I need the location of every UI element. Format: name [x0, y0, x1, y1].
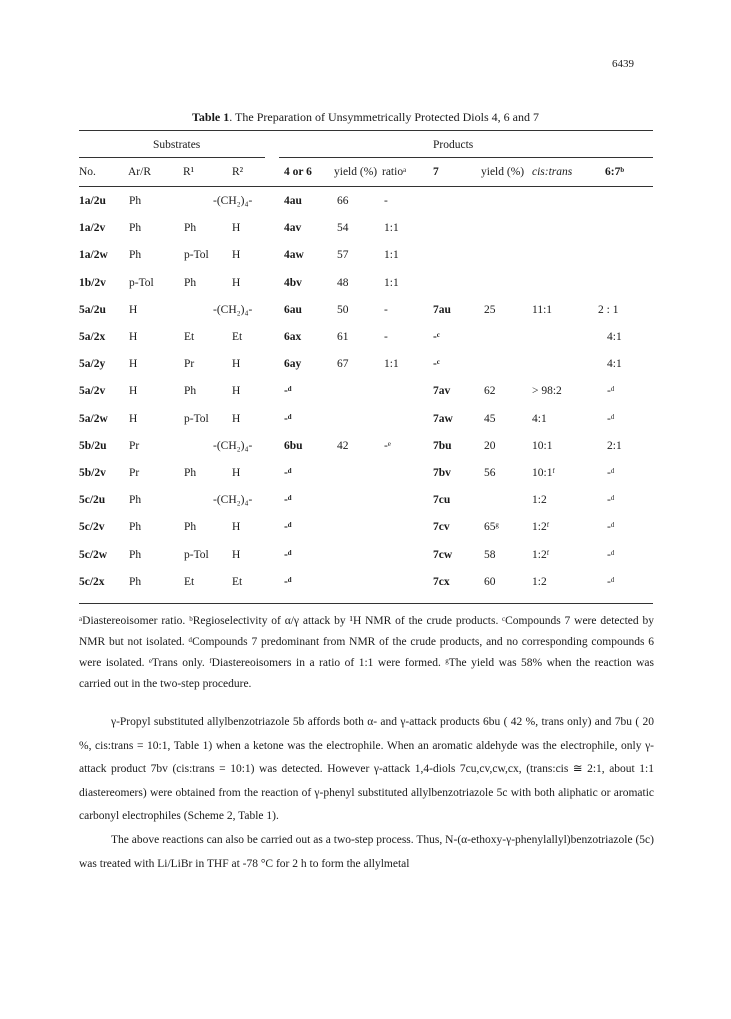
- table-cell: -ᵈ: [607, 521, 615, 533]
- body-paragraph-1: γ-Propyl substituted allylbenzotriazole 5b affords both α- and γ-attack products 6bu ( 42 %, trans only) and 7bu ( 20 %, cis:trans = 10:1, Table 1) when a ketone was the electrophile. When an aromatic aldehyde was the electrophile, only γ-attack product 7bv (cis:trans = 10:1) was detected. However γ-attack 1,4-diols 7cu,cv,cw,cx, (trans:cis ≅ 2:1, about 1:1 diastereomers) were obtained from the reaction of γ-phenyl substituted allylbenzotriazole 5c with both aliphatic or aromatic carbonyl electrophiles (Scheme 2, Table 1).: [79, 716, 654, 822]
- table-cell: H: [232, 222, 241, 234]
- table-row: [0, 467, 731, 487]
- table-cell: -ᵈ: [607, 385, 615, 397]
- table-cell: 67: [337, 358, 349, 370]
- table-row: [0, 249, 731, 269]
- table-cell: H: [129, 331, 138, 343]
- table-top-rule: [79, 130, 653, 131]
- table-cell: H: [232, 249, 241, 261]
- table-cell: p-Tol: [184, 413, 209, 425]
- col-header-4-or-6: 4 or 6: [284, 166, 312, 178]
- table-cell: Et: [184, 331, 195, 343]
- table-cell: 4:1: [607, 358, 622, 370]
- table-cell: -(CH₂)₄-: [213, 304, 253, 316]
- col-header-6-7: 6:7ᵇ: [605, 166, 625, 178]
- table-cell: 7av: [433, 385, 451, 397]
- table-cell: 7cu: [433, 494, 451, 506]
- substrates-rule: [79, 157, 265, 158]
- table-cell: -ᶜ: [433, 358, 440, 370]
- table-cell: -(CH₂)₄-: [213, 195, 253, 207]
- table-title: [0, 110, 731, 125]
- table-row: [0, 331, 731, 351]
- table-cell: 20: [484, 440, 496, 452]
- table-cell: -ᵈ: [607, 467, 615, 479]
- table-cell: 1:2: [532, 576, 547, 588]
- table-cell: 1:2ᶠ: [532, 521, 550, 533]
- table-row: [0, 440, 731, 460]
- table-cell: 48: [337, 277, 349, 289]
- table-cell: 5a/2x: [79, 331, 106, 343]
- table-cell: Ph: [129, 222, 142, 234]
- table-row: [0, 385, 731, 405]
- group-header-substrates: Substrates: [153, 139, 201, 151]
- table-cell: 4av: [284, 222, 302, 234]
- col-header-7: 7: [433, 166, 439, 178]
- table-cell: -ᶜ: [433, 331, 440, 343]
- table-cell: -ᵈ: [284, 494, 292, 506]
- table-cell: 5a/2u: [79, 304, 106, 316]
- group-header-products: Products: [433, 139, 474, 151]
- table-cell: Ph: [184, 521, 197, 533]
- table-cell: H: [129, 304, 138, 316]
- table-bottom-rule: [79, 603, 653, 604]
- table-title-text: . The Preparation of Unsymmetrically Protected Diols 4, 6 and 7: [229, 110, 539, 124]
- table-row: [0, 358, 731, 378]
- table-cell: 1b/2v: [79, 277, 106, 289]
- table-row: [0, 222, 731, 242]
- table-cell: 4aw: [284, 249, 304, 261]
- table-cell: -ᵈ: [284, 521, 292, 533]
- table-cell: Ph: [129, 549, 142, 561]
- page-number: 6439: [612, 58, 634, 70]
- table-cell: H: [232, 549, 241, 561]
- table-row: [0, 576, 731, 596]
- table-cell: 10:1ᶠ: [532, 467, 555, 479]
- table-cell: -ᵈ: [284, 413, 292, 425]
- table-cell: -: [384, 304, 388, 316]
- table-cell: 5b/2u: [79, 440, 107, 452]
- table-cell: H: [129, 413, 138, 425]
- table-cell: -ᵈ: [607, 576, 615, 588]
- table-cell: 56: [484, 467, 496, 479]
- table-cell: 4:1: [532, 413, 547, 425]
- table-cell: 60: [484, 576, 496, 588]
- table-cell: 10:1: [532, 440, 553, 452]
- table-cell: -ᵈ: [284, 467, 292, 479]
- table-cell: H: [232, 385, 241, 397]
- table-cell: 25: [484, 304, 496, 316]
- table-row: [0, 494, 731, 514]
- table-cell: 7au: [433, 304, 451, 316]
- table-cell: 45: [484, 413, 496, 425]
- table-cell: 57: [337, 249, 349, 261]
- table-cell: Ph: [129, 195, 142, 207]
- table-cell: 11:1: [532, 304, 553, 316]
- table-cell: -ᵈ: [607, 413, 615, 425]
- table-cell: Et: [232, 576, 243, 588]
- table-cell: 58: [484, 549, 496, 561]
- table-cell: -: [384, 331, 388, 343]
- table-cell: -ᵈ: [284, 385, 292, 397]
- table-cell: 5c/2v: [79, 521, 105, 533]
- table-cell: H: [232, 277, 241, 289]
- table-cell: 5a/2v: [79, 385, 106, 397]
- table-cell: -(CH₂)₄-: [213, 440, 253, 452]
- table-cell: 50: [337, 304, 349, 316]
- table-cell: Pr: [184, 358, 195, 370]
- products-rule: [279, 157, 653, 158]
- table-header-rule: [79, 186, 653, 187]
- table-cell: 61: [337, 331, 349, 343]
- table-cell: p-Tol: [184, 249, 209, 261]
- table-cell: 7bv: [433, 467, 451, 479]
- table-cell: 1:1: [384, 358, 399, 370]
- table-cell: Ph: [129, 521, 142, 533]
- table-cell: Ph: [129, 494, 142, 506]
- body-paragraph-2: The above reactions can also be carried out as a two-step process. Thus, N-(α-ethoxy-γ-phenylallyl)benzotriazole (5c) was treated with Li/LiBr in THF at -78 °C for 2 h to form the allylmetal: [79, 834, 654, 870]
- table-cell: -ᵈ: [284, 576, 292, 588]
- table-cell: -ᵉ: [384, 440, 391, 452]
- table-title-label: Table 1: [192, 110, 230, 124]
- table-cell: Ph: [184, 222, 197, 234]
- table-cell: p-Tol: [129, 277, 154, 289]
- table-cell: -ᵈ: [607, 549, 615, 561]
- table-cell: 4:1: [607, 331, 622, 343]
- table-cell: H: [129, 385, 138, 397]
- col-header-ar-r: Ar/R: [128, 166, 151, 178]
- table-cell: H: [232, 358, 241, 370]
- table-cell: 5c/2u: [79, 494, 106, 506]
- table-footnotes: ᵃDiastereoisomer ratio. ᵇRegioselectivity of α/γ attack by ¹H NMR of the crude products. ᶜCompounds 7 were detected by NMR but not isolated. ᵈCompounds 7 predominant from NMR of the crude products, and no corresponding compounds 6 were isolated. ᵉTrans only. ᶠDiastereoisomers in a ratio of 1:1 were formed. ᵍThe yield was 58% when the reaction was carried out in the two-step procedure.: [79, 615, 654, 690]
- col-header-r2: R²: [232, 166, 244, 178]
- table-cell: -ᵈ: [607, 494, 615, 506]
- table-row: [0, 549, 731, 569]
- table-cell: 5c/2w: [79, 549, 108, 561]
- table-cell: 5a/2w: [79, 413, 108, 425]
- table-cell: 5c/2x: [79, 576, 105, 588]
- table-cell: 5a/2y: [79, 358, 106, 370]
- table-cell: 62: [484, 385, 496, 397]
- col-header-ratio: ratioᵃ: [382, 166, 407, 178]
- table-cell: -: [384, 195, 388, 207]
- table-row: [0, 277, 731, 297]
- table-cell: 1:2ᶠ: [532, 549, 550, 561]
- table-cell: 66: [337, 195, 349, 207]
- table-cell: 1a/2w: [79, 249, 108, 261]
- table-cell: 42: [337, 440, 349, 452]
- table-cell: H: [232, 521, 241, 533]
- table-cell: 6ay: [284, 358, 302, 370]
- table-cell: 7bu: [433, 440, 452, 452]
- table-cell: 1:2: [532, 494, 547, 506]
- table-cell: 1:1: [384, 222, 399, 234]
- table-cell: 7aw: [433, 413, 453, 425]
- table-cell: Ph: [129, 249, 142, 261]
- col-header-yield-1: yield (%): [334, 166, 378, 178]
- table-row: [0, 304, 731, 324]
- table-cell: H: [232, 467, 241, 479]
- table-cell: 6bu: [284, 440, 303, 452]
- table-cell: 65ᵍ: [484, 521, 499, 533]
- table-cell: H: [129, 358, 138, 370]
- table-cell: H: [232, 413, 241, 425]
- table-cell: 2 : 1: [598, 304, 619, 316]
- table-cell: Ph: [129, 576, 142, 588]
- table-cell: 2:1: [607, 440, 622, 452]
- table-cell: 54: [337, 222, 349, 234]
- table-cell: 6ax: [284, 331, 302, 343]
- table-cell: Et: [232, 331, 243, 343]
- table-cell: Ph: [184, 277, 197, 289]
- col-header-cis-trans: cis:trans: [532, 166, 573, 178]
- table-cell: -(CH₂)₄-: [213, 494, 253, 506]
- col-header-yield-2: yield (%): [481, 166, 525, 178]
- table-cell: 4bv: [284, 277, 302, 289]
- table-cell: Pr: [129, 440, 140, 452]
- table-row: [0, 195, 731, 215]
- table-cell: 1:1: [384, 277, 399, 289]
- table-cell: 5b/2v: [79, 467, 106, 479]
- table-cell: Et: [184, 576, 195, 588]
- col-header-r1: R¹: [183, 166, 195, 178]
- table-cell: Ph: [184, 467, 197, 479]
- table-cell: Pr: [129, 467, 140, 479]
- table-cell: 6au: [284, 304, 302, 316]
- table-cell: -ᵈ: [284, 549, 292, 561]
- table-cell: 1a/2v: [79, 222, 106, 234]
- table-cell: 7cx: [433, 576, 450, 588]
- table-row: [0, 521, 731, 541]
- col-header-no: No.: [79, 166, 96, 178]
- table-cell: 1a/2u: [79, 195, 106, 207]
- table-cell: 7cv: [433, 521, 450, 533]
- table-cell: > 98:2: [532, 385, 562, 397]
- table-cell: Ph: [184, 385, 197, 397]
- table-cell: 4au: [284, 195, 302, 207]
- table-cell: p-Tol: [184, 549, 209, 561]
- table-cell: 7cw: [433, 549, 453, 561]
- table-row: [0, 413, 731, 433]
- table-cell: 1:1: [384, 249, 399, 261]
